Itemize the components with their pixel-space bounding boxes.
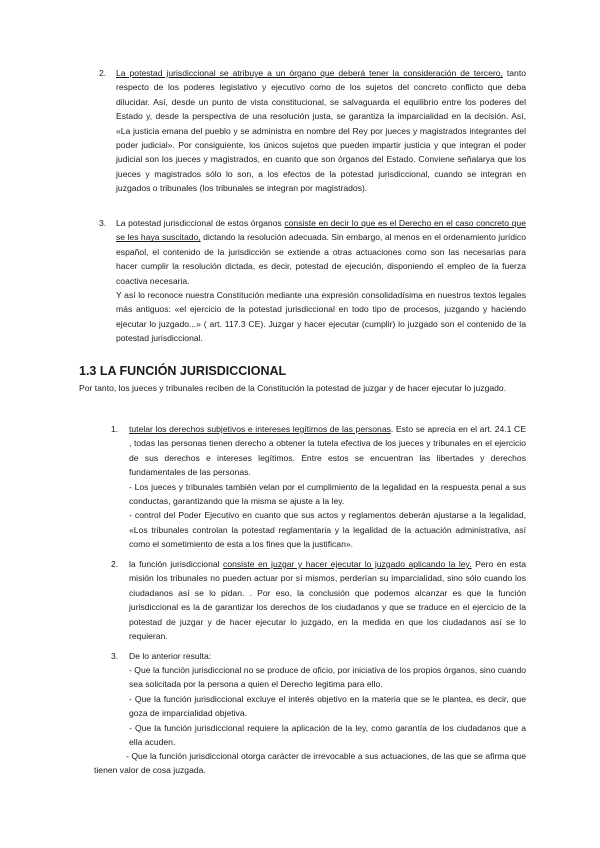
list-number: 1. [111, 424, 119, 434]
list-line: - Que la función jurisdiccional no se produce de oficio, por iniciativa de los propios órganos, sino cuando sea solicitada por la persona a quien el Derecho legitima para ello. [129, 665, 526, 690]
section-heading: 1.3 LA FUNCIÓN JURISDICCIONAL [79, 364, 287, 378]
paragraph-function-1 [129, 422, 526, 552]
body-text: - Los jueces y tribunales también velan por el cumplimiento de la legalidad en la respuesta penal a sus conductas, garantizando que la misma se ajuste a la ley. [129, 481, 526, 507]
body-text: tanto respecto de los poderes legislativo y ejecutivo como de los sujetos del concreto conflicto que deba dilucidar. Así, desde un punto de vista constitucional, se salvaguarda el equilibrio entre los poderes del Estado y, desde la perspectiva de una resolución justa, se garantiza la imparcialidad en la decisión. Así, «La justicia emana del pueblo y se administra en nombre del Rey por jueces y magistrados integrantes del poder judicial». Por consiguiente, los únicos sujetos que pueden impartir justicia y que integran el poder judicial son los jueces y magistrados, en cuanto que son órganos del Estado. Conviene señalarya que los jueces y magistrados sólo lo son, a los efectos de la potestad jurisdiccional, cuando se integran en juzgados o tribunales (los tribunales se integran por magistrados). [116, 68, 526, 194]
paragraph-item-3 [116, 216, 526, 346]
body-text: . Esto se aprecia en el art. 24.1 CE , todas las personas tienen derecho a obtener la tutela efectiva de los jueces y tribunales en el ejercicio de sus derechos e intereses legítimos. Entre estos se encuentran las libertades y derechos fundamentales de las personas. [129, 424, 526, 478]
body-text: La potestad jurisdiccional de estos órganos [116, 218, 285, 228]
body-text: - control del Poder Ejecutivo en cuanto que sus actos y reglamentos deberán ajustarse a la legalidad, «Los tribunales controlan la potestad reglamentaria y la legalidad de la actuación administrativa, así como el sometimiento de esta a los fines que la justifican». [129, 510, 526, 550]
list-number: 3. [99, 218, 107, 228]
list-line: - Que la función jurisdiccional requiere la aplicación de la ley, como garantía de los ciudadanos que a ella acuden. [129, 722, 526, 748]
conclusion-list [129, 663, 526, 749]
list-number: 3. [111, 651, 119, 661]
underlined-text: tutelar los derechos subjetivos e intereses legítimos de las personas [129, 424, 391, 434]
body-text: Pero en esta misión los tribunales no pueden actuar por sí mismos, perderían su imparcialidad, sino sólo cuando los ciudadanos así se lo pidan. . Por eso, la conclusión que podemos alcanzar es que la función jurisdiccional es la de garantizar los derechos de los ciudadanos y que se traduce en el ejercicio de la potestad de juzgar y de hacer ejecutar lo juzgado, en la medida en que los ciudadanos así se lo requieran. [129, 559, 526, 642]
underlined-text: consiste en juzgar y hacer ejecutar lo juzgado aplicando la ley. [223, 559, 472, 569]
body-text: Y así lo reconoce nuestra Constitución mediante una expresión consolidadísima en nuestros textos legales más antiguos: «el ejercicio de la potestad jurisdiccional en todo tipo de procesos, juzgando y haciendo ejecutar lo juzgado...» ( art. 117.3 CE). Juzgar y hacer ejecutar (cumplir) lo juzgado son el contenido de la potestad jurisdiccional. [116, 290, 526, 344]
intro-paragraph: Por tanto, los jueces y tribunales reciben de la Constitución la potestad de juzgar y de hacer ejecutar lo juzgado. [79, 383, 507, 393]
underlined-text: La potestad jurisdiccional se atribuye a un órgano que deberá tener la consideración de tercero, [116, 68, 503, 78]
paragraph-item-2 [116, 66, 526, 196]
paragraph-function-3-intro: De lo anterior resulta: [129, 651, 212, 661]
list-number: 2. [99, 68, 107, 78]
body-text: dictando la resolución adecuada. Sin embargo, al menos en el ordenamiento jurídico español, el contenido de la jurisdicción se extiende a otras actuaciones como son las necesarias para hacer cumplir la resolución dictada, es decir, potestad de ejecución, disponiendo el empleo de la fuerza coactiva necesaria. [116, 232, 526, 286]
list-line: - Que la función jurisdiccional excluye el interés objetivo en la materia que se le plantea, es decir, que goza de imparcialidad objetiva. [129, 693, 526, 719]
list-number: 2. [111, 559, 119, 569]
underlined-text: consiste en decir lo que es el Derecho en el caso concreto que se les haya suscitado, [116, 218, 526, 243]
paragraph-function-2 [129, 557, 526, 643]
body-text: la función jurisdiccional [129, 559, 224, 569]
conclusion-last-line: - Que la función jurisdiccional otorga carácter de irrevocable a sus actuaciones, de las que se afirma que tienen valor de cosa juzgada. [94, 751, 526, 776]
